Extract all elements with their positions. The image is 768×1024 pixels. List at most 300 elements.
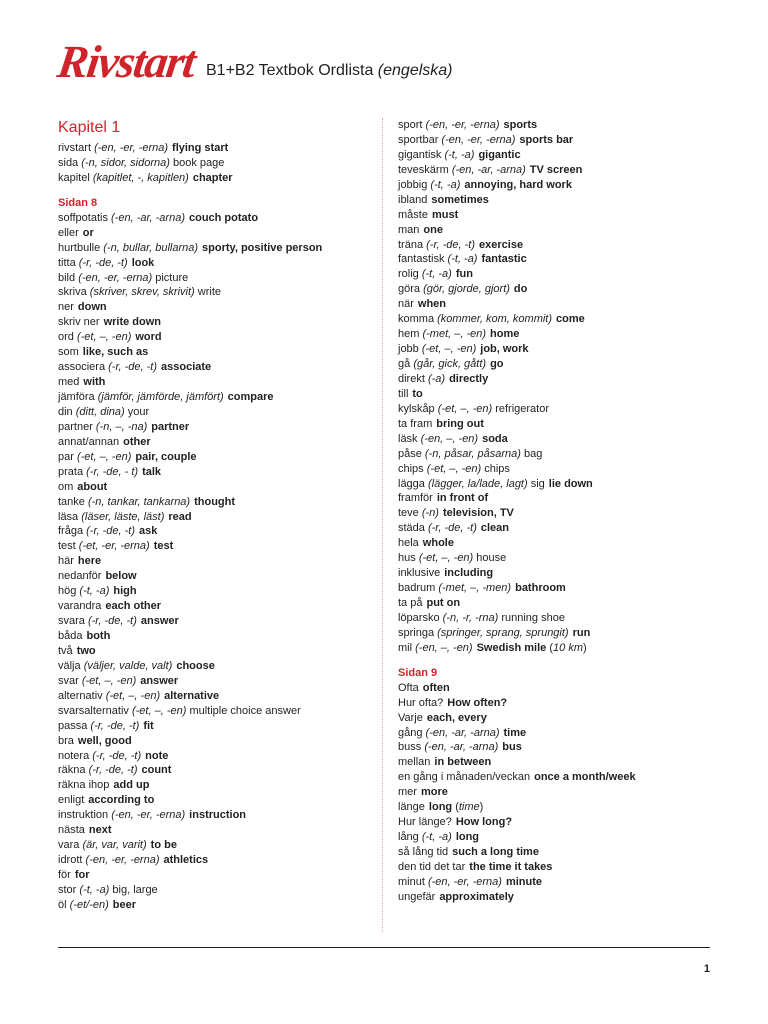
- entry-word: eller: [58, 226, 79, 239]
- entry-translation: alternative: [164, 689, 220, 702]
- entry-translation: here: [77, 555, 102, 568]
- entry-inflection: (-t, -a): [447, 253, 478, 266]
- entry-word: räkna: [58, 764, 86, 777]
- entry-translation: directly: [449, 372, 489, 385]
- glossary-entry: [398, 815, 718, 830]
- glossary-entry: [398, 491, 718, 506]
- glossary-entry: [58, 778, 378, 793]
- entry-translation: to be: [150, 839, 177, 852]
- entry-inflection: (-en, -ar, -arna): [425, 726, 500, 739]
- entry-inflection: (väljer, valde, valt): [83, 659, 173, 672]
- chapter-heading: Kapitel 1: [58, 119, 121, 136]
- entry-translation: with: [83, 376, 106, 389]
- entry-translation: long: [455, 831, 480, 844]
- entry-word: gigantisk: [398, 148, 442, 161]
- entry-inflection: (kapitlet, -, kapitlen): [92, 171, 189, 184]
- entry-inflection: (-et, –, -en): [76, 450, 132, 463]
- entry-translation: well, good: [77, 734, 132, 747]
- entry-inflection: (-r, -de, -t): [88, 764, 138, 777]
- glossary-entry: [398, 133, 718, 148]
- glossary-entry: [398, 282, 718, 297]
- entry-translation: note: [145, 749, 169, 762]
- glossary-entry: [58, 480, 378, 495]
- entry-word: jobb: [398, 343, 419, 356]
- entry-word: jobbig: [398, 178, 428, 191]
- glossary-entry: [58, 793, 378, 808]
- entry-translation: more: [420, 786, 448, 799]
- entry-translation: such a long time: [452, 846, 539, 858]
- entry-translation: couch potato: [188, 211, 259, 224]
- entry-word: komma: [398, 313, 435, 326]
- entry-inflection: (-r, -de, -t): [427, 522, 477, 535]
- glossary-entry: [58, 629, 378, 644]
- entry-translation: bus: [502, 741, 522, 754]
- entry-word: när: [398, 298, 414, 311]
- glossary-entry: [58, 390, 378, 405]
- entry-word: med: [58, 376, 80, 389]
- glossary-entry: [58, 823, 378, 838]
- entry-word: instruktion: [58, 809, 109, 822]
- entry-word: springa: [398, 626, 435, 639]
- entry-word: öl: [58, 898, 67, 911]
- glossary-entry: [398, 148, 718, 163]
- entry-inflection: (-et, –, -en): [105, 689, 161, 702]
- entry-word: gå: [398, 358, 411, 370]
- entry-inflection: (springer, sprang, sprungit): [437, 626, 569, 639]
- entry-word: hus: [398, 552, 416, 565]
- entry-inflection: (-et/-en): [69, 898, 109, 911]
- entry-inflection: (-n, -r, -rna): [442, 611, 499, 624]
- glossary-entry: [58, 171, 378, 186]
- glossary-entry: [398, 860, 718, 875]
- glossary-entry: [58, 360, 378, 375]
- glossary-entry: [58, 898, 378, 913]
- entry-translation: put on: [426, 597, 461, 609]
- entry-word: lägga: [398, 477, 425, 490]
- entry-word: en gång i månaden/veckan: [398, 771, 531, 784]
- entry-inflection: (skriver, skrev, skrivit): [89, 286, 195, 299]
- entry-translation: TV screen: [529, 163, 583, 176]
- entry-translation: ask: [139, 525, 158, 538]
- entry-word: framför: [398, 492, 433, 505]
- entry-word: så lång tid: [398, 846, 449, 858]
- entry-translation: below: [105, 570, 137, 583]
- entry-translation: sports: [503, 119, 538, 131]
- glossary-entry: [398, 327, 718, 342]
- entry-translation: sports bar: [519, 133, 574, 146]
- page-number: 1: [703, 963, 710, 975]
- glossary-entry: [58, 838, 378, 853]
- entry-word: sport: [398, 119, 423, 131]
- entry-translation: fit: [143, 719, 154, 732]
- entry-definition: chips: [484, 462, 510, 475]
- entry-definition: bag: [523, 447, 543, 460]
- glossary-entry: [398, 252, 718, 267]
- entry-translation: lie down: [548, 477, 593, 490]
- entry-definition: big, large: [112, 883, 158, 896]
- entry-word: som: [58, 346, 79, 359]
- entry-inflection: (-r, -de, -t): [108, 361, 158, 374]
- entry-translation: one: [423, 223, 443, 236]
- entry-definition: refrigerator: [495, 402, 550, 415]
- entry-translation: beer: [112, 898, 136, 911]
- entry-word: svara: [58, 615, 85, 628]
- glossary-entry: [58, 300, 378, 315]
- entry-inflection: (läser, läste, läst): [81, 510, 165, 523]
- entry-translation: go: [490, 358, 504, 370]
- glossary-entry: [398, 118, 718, 133]
- entry-word: enligt: [58, 794, 85, 807]
- entry-word: till: [398, 387, 409, 400]
- entry-translation: other: [123, 435, 151, 448]
- entry-inflection: (jämför, jämförde, jämfört): [97, 391, 224, 403]
- entry-inflection: (-a): [427, 372, 446, 385]
- entry-word: direkt: [398, 372, 425, 385]
- entry-word: kylskåp: [398, 402, 435, 415]
- glossary-entry: [58, 315, 378, 330]
- entry-inflection: (-en, -er, -erna): [427, 875, 502, 888]
- entry-inflection: (-et, –, -en): [131, 704, 187, 717]
- entry-word: Hur ofta?: [398, 696, 444, 709]
- entry-word: soffpotatis: [58, 211, 108, 224]
- entry-inflection: (-t, -a): [421, 268, 452, 281]
- glossary-entry: [58, 659, 378, 674]
- entry-word: idrott: [58, 854, 83, 867]
- glossary-entry: [398, 611, 718, 626]
- entry-inflection: (-r, -de, -t): [92, 749, 142, 762]
- glossary-entry: [398, 432, 718, 447]
- entry-definition: sig: [530, 477, 545, 490]
- entry-word: här: [58, 555, 74, 568]
- entry-inflection: (-en, -ar, -arna): [111, 211, 185, 224]
- entry-translation: approximately: [439, 890, 514, 903]
- entry-translation: pair, couple: [135, 450, 197, 463]
- entry-inflection: (-t, -a): [444, 148, 475, 161]
- entry-inflection: (ditt, dina): [75, 405, 125, 418]
- entry-inflection: (-et, –, -en): [81, 674, 137, 687]
- entry-word: om: [58, 480, 74, 493]
- entry-definition: your: [127, 405, 150, 418]
- entry-definition: multiple choice answer: [189, 704, 301, 717]
- document-title-language: (engelska): [377, 62, 453, 79]
- entry-translation: next: [88, 824, 112, 837]
- entry-translation: answer: [140, 615, 179, 628]
- entry-note: 10 km: [553, 641, 583, 654]
- entry-translation: once a month/week: [534, 771, 636, 784]
- entry-word: nästa: [58, 824, 85, 837]
- entry-translation: including: [444, 567, 494, 580]
- entry-word: bra: [58, 734, 74, 747]
- entry-word: test: [58, 540, 76, 553]
- entry-translation: to: [412, 387, 423, 400]
- entry-word: mellan: [398, 756, 431, 769]
- entry-translation: chapter: [192, 171, 233, 184]
- entry-inflection: (-en, -er, -erna): [85, 854, 160, 867]
- entry-inflection: (-t, -a): [79, 585, 110, 598]
- glossary-entry: [398, 696, 718, 711]
- entry-inflection: (är, var, varit): [82, 839, 147, 852]
- glossary-entry: [398, 770, 718, 785]
- entry-word: städa: [398, 522, 425, 535]
- entry-word: läsk: [398, 432, 418, 445]
- glossary-entry: [58, 868, 378, 883]
- glossary-column-right: [398, 118, 718, 905]
- entry-word: länge: [398, 801, 425, 814]
- glossary-entry: [58, 763, 378, 778]
- entry-translation: each other: [105, 600, 162, 613]
- entry-word: chips: [398, 462, 424, 475]
- entry-translation: write down: [103, 316, 162, 329]
- entry-word: nedanför: [58, 570, 102, 583]
- entry-word: stor: [58, 883, 77, 896]
- entry-translation: athletics: [163, 854, 209, 867]
- glossary-entry: [398, 477, 718, 492]
- entry-translation: home: [490, 328, 520, 341]
- glossary-entry: [398, 267, 718, 282]
- entry-word: hurtbulle: [58, 241, 101, 254]
- glossary-entry: [398, 417, 718, 432]
- entry-translation: choose: [176, 659, 215, 672]
- entry-word: teve: [398, 507, 419, 520]
- entry-translation: both: [86, 630, 111, 642]
- glossary-entry: [58, 420, 378, 435]
- glossary-entry: [58, 465, 378, 480]
- glossary-entry: [398, 506, 718, 521]
- glossary-entry: [58, 599, 378, 614]
- entry-translation: How often?: [447, 696, 508, 709]
- glossary-entry: [398, 178, 718, 193]
- glossary-entry: [398, 208, 718, 223]
- entry-word: svarsalternativ: [58, 704, 129, 717]
- entry-word: man: [398, 223, 420, 236]
- entry-translation: high: [113, 585, 137, 598]
- entry-word: läsa: [58, 510, 79, 523]
- glossary-entry: [398, 402, 718, 417]
- glossary-entry: [58, 345, 378, 360]
- entry-word: två: [58, 644, 73, 657]
- entry-inflection: (-en, –, -en): [420, 432, 479, 445]
- glossary-entry: [398, 566, 718, 581]
- entry-translation: look: [131, 256, 155, 269]
- glossary-entry: [398, 581, 718, 596]
- entry-word: ta på: [398, 597, 423, 609]
- entry-translation: time: [503, 726, 527, 739]
- entry-word: lång: [398, 831, 419, 844]
- document-title: [206, 62, 453, 80]
- glossary-entry: [398, 755, 718, 770]
- entry-word: ord: [58, 331, 74, 344]
- entry-translation: Swedish mile: [476, 641, 547, 654]
- glossary-entry: [398, 297, 718, 312]
- glossary-entry: [58, 495, 378, 510]
- entry-word: par: [58, 450, 74, 463]
- entry-note: time: [458, 801, 480, 814]
- entry-word: varandra: [58, 600, 102, 613]
- entry-word: skriv ner: [58, 316, 100, 329]
- entry-inflection: (-en, -er, -erna): [78, 271, 153, 284]
- glossary-entry: [58, 256, 378, 271]
- entry-inflection: (-n, påsar, påsarna): [424, 447, 521, 460]
- entry-word: fantastisk: [398, 253, 445, 266]
- entry-inflection: (-t, -a): [430, 178, 461, 191]
- glossary-entry: [58, 271, 378, 286]
- entry-word: påse: [398, 447, 422, 460]
- entry-word: alternativ: [58, 689, 103, 702]
- entry-translation: sometimes: [431, 193, 489, 206]
- entry-inflection: (-r, -de, -t): [78, 256, 128, 269]
- entry-translation: long: [428, 801, 453, 814]
- glossary-entry: [398, 387, 718, 402]
- entry-inflection: (-n, tankar, tankarna): [87, 495, 191, 508]
- entry-translation: television, TV: [442, 507, 514, 520]
- footer-rule: [58, 947, 710, 948]
- entry-word: löparsko: [398, 611, 440, 624]
- entry-word: Varje: [398, 711, 423, 724]
- entry-translation: about: [77, 480, 108, 493]
- entry-translation: add up: [113, 779, 150, 792]
- glossary-entry: [398, 740, 718, 755]
- entry-inflection: (-met, –, -men): [438, 582, 512, 595]
- rivstart-logo: Rivstart: [54, 36, 198, 87]
- entry-translation: read: [168, 510, 192, 523]
- glossary-entry: [398, 711, 718, 726]
- entry-word: mer: [398, 786, 417, 799]
- glossary-entry: [58, 584, 378, 599]
- glossary-entry: [398, 830, 718, 845]
- entry-definition: running shoe: [501, 611, 565, 624]
- entry-word: buss: [398, 741, 422, 754]
- entry-translation: instruction: [189, 809, 247, 822]
- entry-translation: soda: [482, 432, 508, 445]
- entry-translation: count: [141, 764, 172, 777]
- entry-translation: word: [135, 331, 162, 344]
- entry-word: Hur länge?: [398, 816, 452, 829]
- entry-translation: annoying, hard work: [464, 178, 572, 191]
- entry-inflection: (-en, -er, -erna): [111, 809, 186, 822]
- entry-translation: How long?: [455, 816, 513, 829]
- entry-inflection: (-et, –, -en): [421, 343, 477, 356]
- entry-word: ner: [58, 301, 74, 314]
- entry-definition: picture: [155, 271, 189, 284]
- entry-word: hem: [398, 328, 420, 341]
- glossary-entry: [398, 462, 718, 477]
- entry-inflection: (-et, -er, -erna): [78, 540, 150, 553]
- entry-translation: associate: [161, 361, 212, 374]
- glossary-entry: [58, 241, 378, 256]
- glossary-entry: länge long (time): [398, 801, 484, 814]
- glossary-entry: [58, 141, 378, 156]
- entry-inflection: (-et, –, -en): [418, 552, 474, 565]
- entry-word: notera: [58, 749, 90, 762]
- glossary-entry: [398, 521, 718, 536]
- entry-translation: do: [513, 283, 528, 296]
- entry-translation: must: [431, 208, 459, 221]
- glossary-entry: [58, 226, 378, 241]
- entry-inflection: (-en, -er, -erna): [441, 133, 516, 146]
- entry-translation: for: [74, 869, 90, 881]
- entry-word: träna: [398, 238, 424, 251]
- entry-inflection: (-en, -ar, -arna): [424, 741, 499, 754]
- column-divider: [382, 118, 383, 932]
- entry-word: Ofta: [398, 681, 419, 694]
- entry-translation: thought: [194, 495, 236, 508]
- entry-translation: gigantic: [478, 148, 521, 161]
- glossary-entry: [58, 405, 378, 420]
- glossary-entry: [398, 163, 718, 178]
- entry-word: hög: [58, 585, 77, 598]
- entry-translation: come: [556, 313, 585, 326]
- entry-word: gång: [398, 726, 423, 739]
- entry-word: räkna ihop: [58, 779, 110, 792]
- entry-inflection: (-en, -er, -erna): [425, 119, 500, 131]
- glossary-entry: [58, 375, 378, 390]
- entry-word: sida: [58, 156, 79, 169]
- glossary-entry: [58, 749, 378, 764]
- entry-inflection: (-r, -de, -t): [90, 719, 140, 732]
- glossary-entry: [58, 719, 378, 734]
- entry-translation: answer: [140, 674, 179, 687]
- entry-word: måste: [398, 208, 428, 221]
- glossary-entry: [398, 596, 718, 611]
- entry-translation: exercise: [479, 238, 524, 251]
- entry-word: prata: [58, 465, 84, 478]
- entry-word: rolig: [398, 268, 419, 281]
- entry-translation: run: [572, 626, 591, 639]
- glossary-entry: [58, 156, 378, 171]
- entry-word: passa: [58, 719, 88, 732]
- glossary-entry: [398, 372, 718, 387]
- entry-word: båda: [58, 630, 83, 642]
- glossary-entry: [58, 644, 378, 659]
- entry-translation: in front of: [436, 492, 489, 505]
- glossary-entry: [58, 539, 378, 554]
- entry-translation: bring out: [436, 417, 484, 430]
- entry-definition: house: [476, 552, 507, 565]
- entry-translation: down: [77, 301, 107, 314]
- entry-word: annat/annan: [58, 435, 120, 448]
- entry-word: titta: [58, 256, 76, 269]
- entry-translation: bathroom: [515, 582, 566, 595]
- glossary-entry: [398, 785, 718, 800]
- entry-inflection: (lägger, la/lade, lagt): [427, 477, 528, 490]
- entry-word: din: [58, 405, 73, 418]
- entry-inflection: (-et, –, -en): [426, 462, 482, 475]
- entry-word: partner: [58, 420, 93, 433]
- entry-word: associera: [58, 361, 106, 374]
- entry-inflection: (-r, -de, -t): [426, 238, 476, 251]
- glossary-entry: [398, 681, 718, 696]
- entry-word: mil: [398, 641, 413, 654]
- glossary-column-left: [58, 118, 378, 913]
- glossary-entry: [58, 435, 378, 450]
- glossary-entry: [58, 704, 378, 719]
- entry-translation: two: [76, 644, 96, 657]
- glossary-entry: [398, 875, 718, 890]
- entry-word: tanke: [58, 495, 85, 508]
- glossary-entry: [398, 726, 718, 741]
- entry-word: för: [58, 869, 71, 881]
- entry-inflection: (gör, gjorde, gjort): [423, 283, 510, 296]
- entry-word: badrum: [398, 582, 436, 595]
- glossary-entry: [58, 285, 378, 300]
- glossary-entry: [58, 853, 378, 868]
- entry-inflection: (går, gick, gått): [413, 358, 487, 370]
- entry-word: den tid det tar: [398, 860, 466, 873]
- entry-translation: fun: [455, 268, 473, 281]
- glossary-entry: [398, 312, 718, 327]
- entry-word: ibland: [398, 193, 428, 206]
- entry-word: fråga: [58, 525, 84, 538]
